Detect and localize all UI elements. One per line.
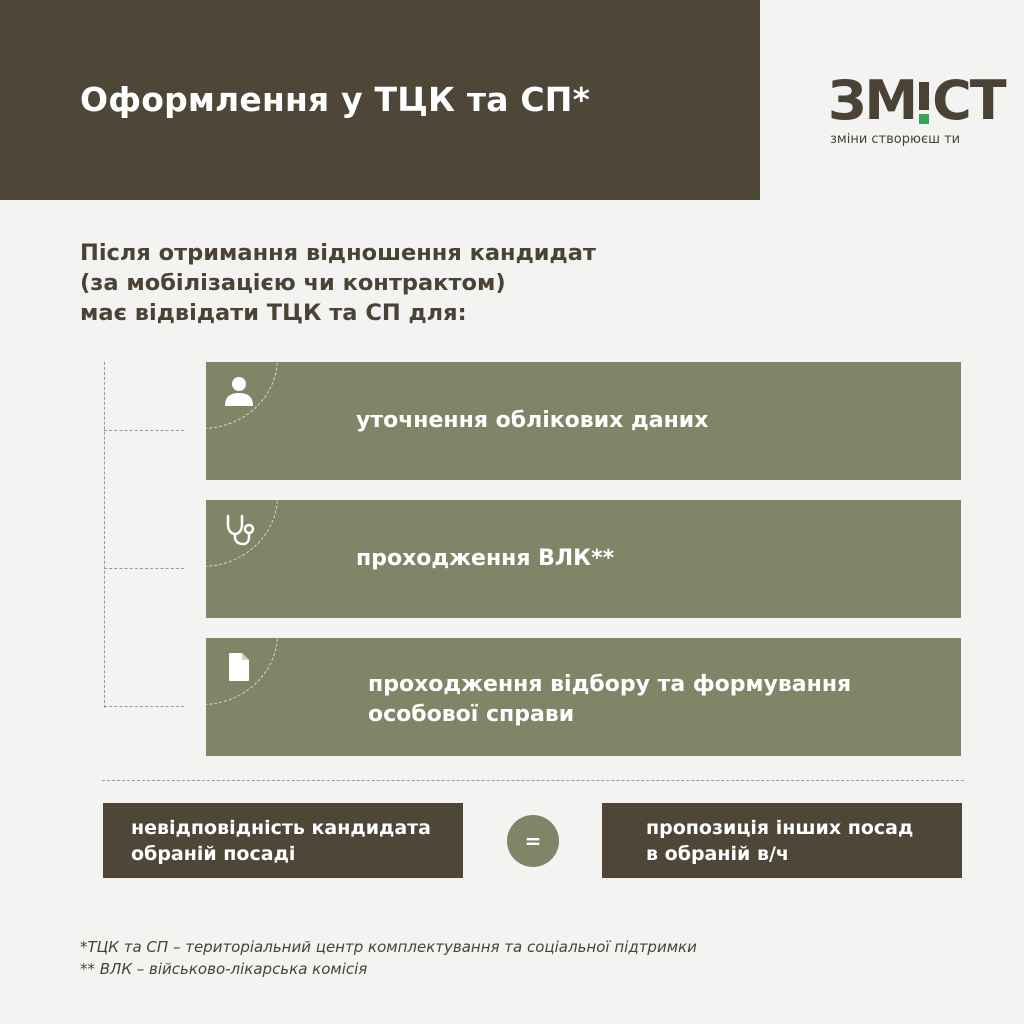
logo-word-right: СТ [932, 69, 1005, 132]
step-label: проходження ВЛК** [356, 546, 615, 571]
intro-line: Після отримання відношення кандидат [80, 240, 596, 266]
mismatch-line: обраній посаді [131, 843, 296, 865]
brand-logo [828, 69, 1005, 154]
tree-connector-vertical [104, 362, 105, 708]
alternative-line: пропозиція інших посад [646, 817, 914, 839]
tree-connector-branch [104, 706, 184, 707]
step-label: проходження відбору та формування особової справи [368, 672, 852, 727]
logo-word-left: ЗМ [828, 69, 917, 132]
tree-connector-branch [104, 430, 184, 431]
intro-line: має відвідати ТЦК та СП для: [80, 300, 467, 326]
intro-text [80, 238, 680, 328]
step-label: уточнення облікових даних [356, 408, 709, 433]
tree-connector-branch [104, 568, 184, 569]
header-banner [0, 0, 760, 200]
mismatch-box [103, 803, 463, 878]
equals-badge: = [507, 815, 559, 867]
alternative-positions-box [602, 803, 962, 878]
user-icon [222, 374, 256, 408]
document-icon [222, 650, 256, 684]
logo-wordmark [828, 69, 1005, 132]
intro-line: (за мобілізацією чи контрактом) [80, 270, 506, 296]
step-card-records [206, 362, 961, 480]
footnote-vlk: ** ВЛК – військово-лікарська комісія [80, 960, 368, 978]
logo-subtitle: зміни створюєш ти [830, 132, 961, 147]
mismatch-line: невідповідність кандидата [131, 817, 432, 839]
alternative-line: в обраній в/ч [646, 843, 789, 865]
logo-exclamation-icon [916, 74, 932, 128]
step-card-selection [206, 638, 961, 756]
page-title: Оформлення у ТЦК та СП* [80, 80, 591, 119]
stethoscope-icon [222, 512, 256, 546]
step-card-medical [206, 500, 961, 618]
section-divider [102, 780, 964, 781]
footnote-tck: *ТЦК та СП – територіальний центр комплектування та соціальної підтримки [80, 938, 697, 956]
footnotes [80, 936, 697, 980]
